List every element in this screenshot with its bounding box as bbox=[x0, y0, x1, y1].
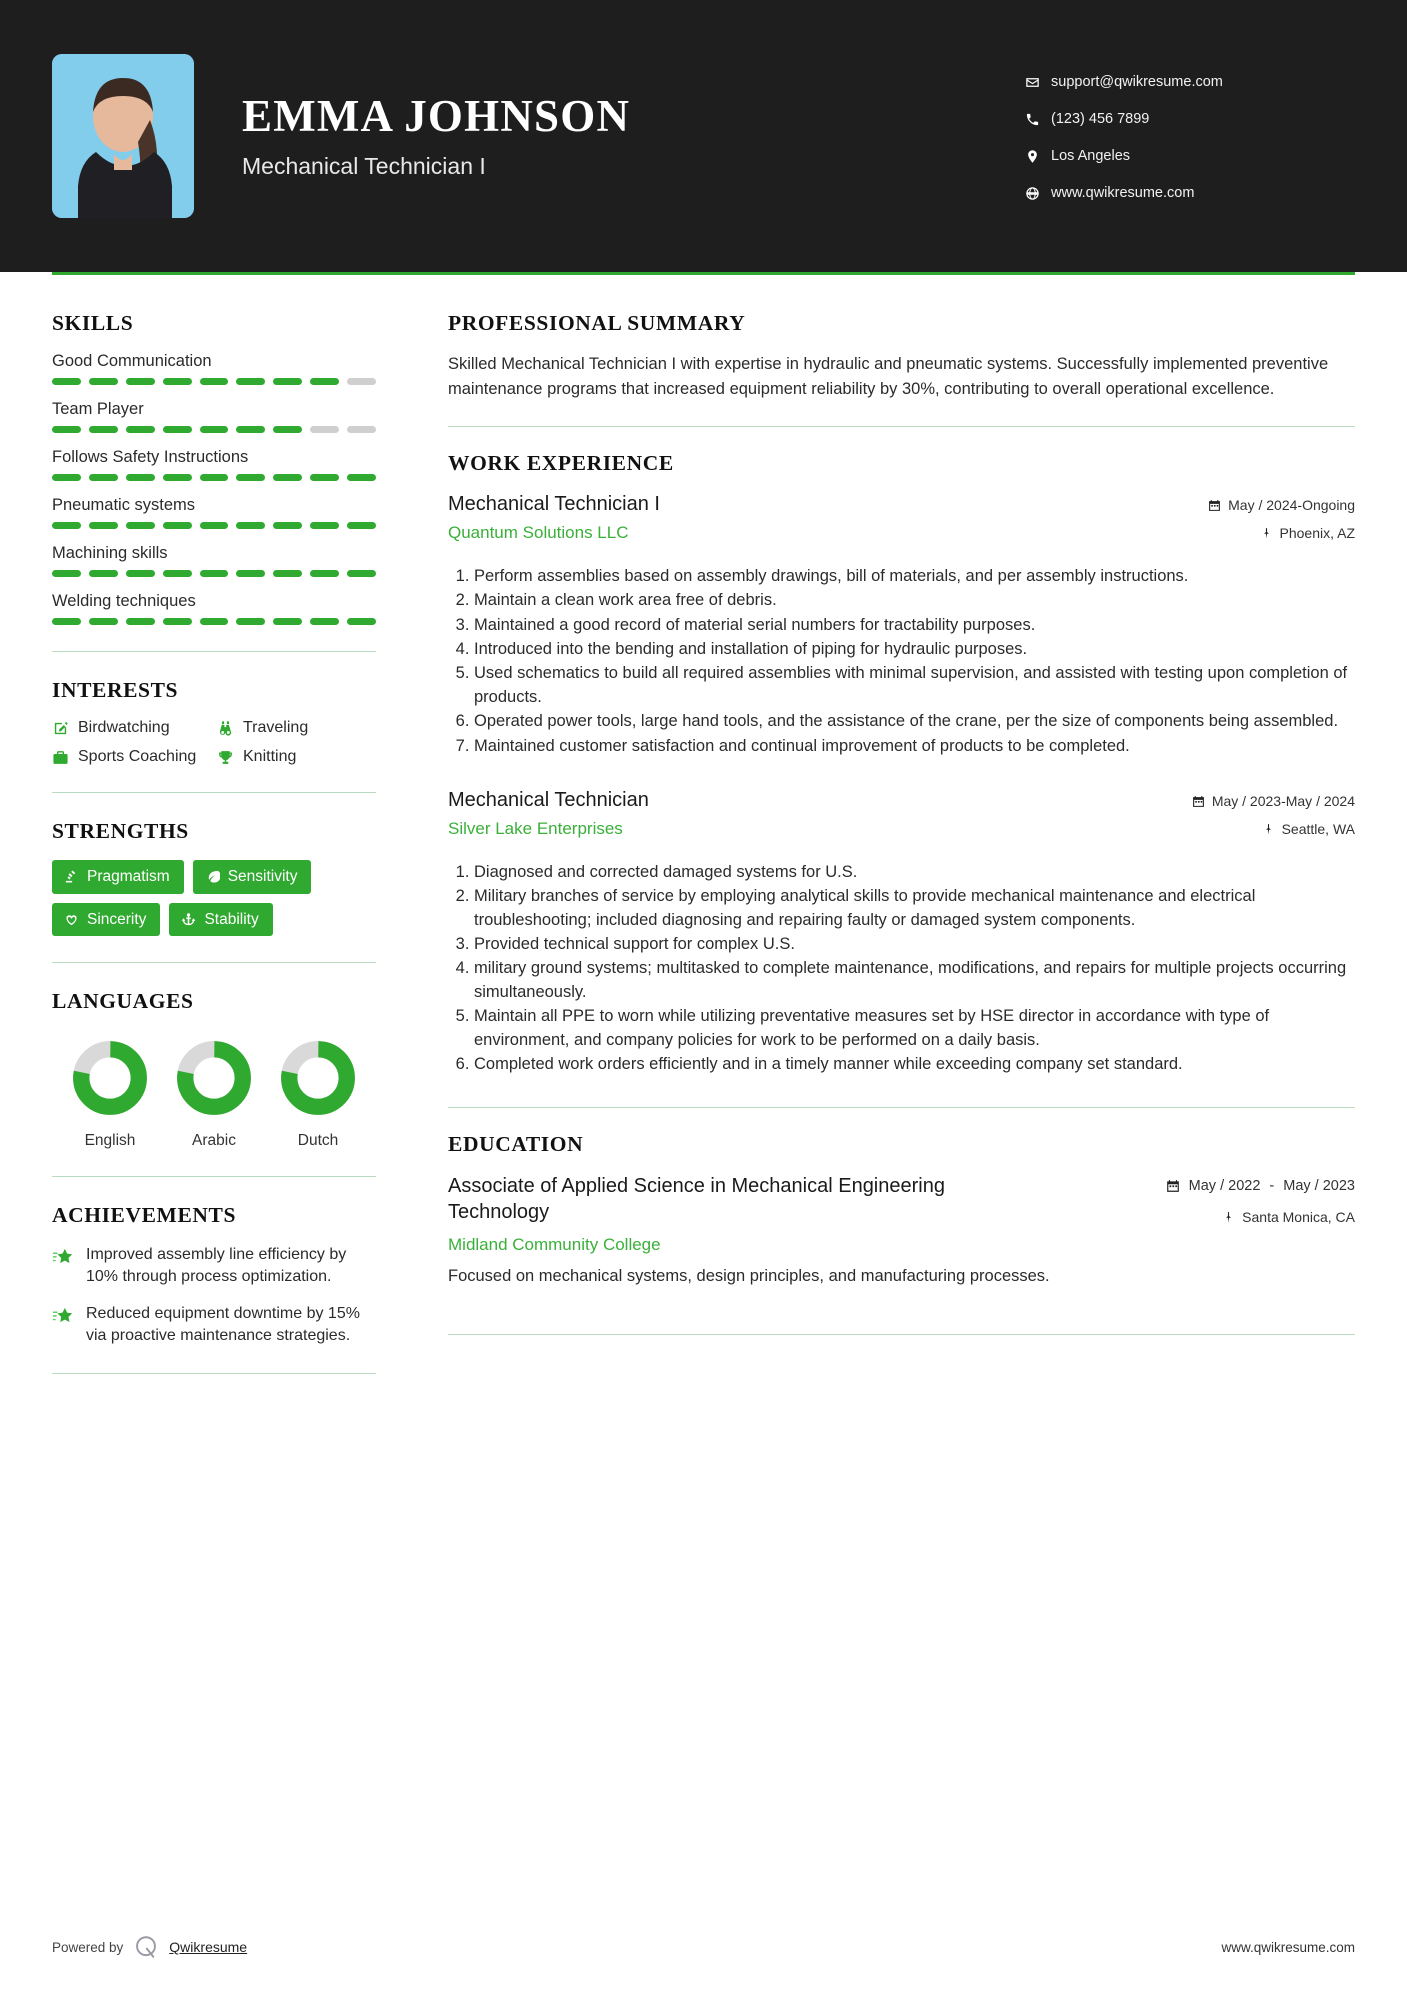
achievement-text: Reduced equipment downtime by 15% via proactive maintenance strategies. bbox=[86, 1305, 360, 1345]
skill-item bbox=[52, 592, 376, 625]
binoculars-icon bbox=[217, 720, 243, 737]
experience-bullet: 4. Introduced into the bending and installation of piping for hydraulic purposes. bbox=[474, 638, 1355, 661]
experience-role: Mechanical Technician I bbox=[448, 493, 660, 516]
contact-email-text: support@qwikresume.com bbox=[1051, 74, 1223, 91]
skill-dot bbox=[126, 522, 155, 529]
education-location-text: Santa Monica, CA bbox=[1242, 1208, 1355, 1225]
calendar-icon bbox=[1166, 1179, 1180, 1193]
skill-dot bbox=[236, 378, 265, 385]
interest-label: Traveling bbox=[243, 719, 309, 736]
strength-chip bbox=[169, 903, 272, 937]
skill-dot bbox=[126, 618, 155, 625]
strength-chip bbox=[193, 860, 312, 894]
contact-list bbox=[1025, 71, 1355, 201]
interest-label: Knitting bbox=[243, 748, 297, 765]
language-donut-chart bbox=[72, 1040, 148, 1116]
skill-dot bbox=[52, 474, 81, 481]
skill-rating bbox=[52, 426, 376, 433]
strength-label: Sensitivity bbox=[227, 868, 298, 885]
divider bbox=[448, 1334, 1355, 1335]
interest-item bbox=[217, 748, 376, 766]
skill-dot bbox=[89, 378, 118, 385]
language-donut-chart bbox=[176, 1040, 252, 1116]
skill-item bbox=[52, 448, 376, 481]
skill-dot bbox=[126, 426, 155, 433]
sidebar bbox=[52, 275, 400, 1374]
skill-dot bbox=[236, 426, 265, 433]
interest-item bbox=[217, 719, 376, 737]
skill-dot bbox=[89, 618, 118, 625]
skill-dot bbox=[273, 426, 302, 433]
skill-dot bbox=[89, 474, 118, 481]
skill-dot bbox=[89, 522, 118, 529]
summary-text: Skilled Mechanical Technician I with expertise in hydraulic and pneumatic systems. Successfully implemented preventive maintenance programs that increased equipment reliability by 30%, contributing to overall operational excellence. bbox=[448, 355, 1329, 399]
skill-item bbox=[52, 496, 376, 529]
skill-dot bbox=[236, 618, 265, 625]
language-label: Arabic bbox=[192, 1132, 236, 1149]
skill-dot bbox=[310, 378, 339, 385]
heart-icon bbox=[64, 912, 79, 927]
map-pin-icon bbox=[1262, 823, 1275, 836]
skill-dot bbox=[89, 426, 118, 433]
skill-dot bbox=[200, 570, 229, 577]
interest-item bbox=[52, 748, 211, 766]
experience-date bbox=[1123, 793, 1355, 810]
experience-location-text: Phoenix, AZ bbox=[1279, 524, 1355, 541]
shooting-star-icon bbox=[52, 1244, 86, 1288]
contact-website-text: www.qwikresume.com bbox=[1051, 185, 1195, 202]
strength-label: Sincerity bbox=[87, 910, 147, 928]
skill-label: Team Player bbox=[52, 400, 144, 418]
experience-item bbox=[448, 492, 1355, 758]
experience-bullet: 5. Maintain all PPE to worn while utilizing preventative measures set by HSE director in accordance with type of environment, and company policies for work to be performed on a daily basis. bbox=[474, 1005, 1355, 1052]
skill-dot bbox=[310, 474, 339, 481]
skill-dot bbox=[273, 474, 302, 481]
skill-item bbox=[52, 352, 376, 385]
interests-heading: INTERESTS bbox=[52, 678, 179, 702]
interests-list bbox=[52, 719, 376, 766]
skill-dot bbox=[163, 426, 192, 433]
skill-item bbox=[52, 400, 376, 433]
experience-bullet: 3. Provided technical support for complex U.S. bbox=[474, 933, 1355, 956]
experience-item bbox=[448, 788, 1355, 1076]
skill-dot bbox=[347, 426, 376, 433]
achievements-heading: ACHIEVEMENTS bbox=[52, 1203, 237, 1227]
strength-label: Pragmatism bbox=[87, 868, 170, 885]
anchor-icon bbox=[181, 912, 196, 927]
trophy-icon bbox=[217, 749, 243, 766]
skill-rating bbox=[52, 570, 376, 577]
name-block bbox=[242, 92, 1025, 181]
interest-label: Sports Coaching bbox=[78, 748, 197, 765]
language-item bbox=[268, 1040, 368, 1150]
education-item bbox=[448, 1173, 1355, 1255]
education-description: Focused on mechanical systems, design principles, and manufacturing processes. bbox=[448, 1266, 1050, 1285]
contact-website[interactable] bbox=[1025, 186, 1355, 201]
experience-bullet: 4. military ground systems; multitasked to complete maintenance, modifications, and repairs for multiple projects occurring simultaneously. bbox=[474, 957, 1355, 1004]
skill-dot bbox=[236, 570, 265, 577]
skill-dot bbox=[236, 522, 265, 529]
main-content bbox=[400, 275, 1355, 1374]
experience-bullet: 1. Perform assemblies based on assembly drawings, bill of materials, and per assembly instructions. bbox=[474, 565, 1355, 588]
calendar-icon bbox=[1208, 499, 1221, 512]
experience-bullet: 7. Maintained customer satisfaction and continual improvement of products to be completed. bbox=[474, 735, 1355, 758]
divider bbox=[52, 792, 376, 793]
experience-date-text: May / 2024-Ongoing bbox=[1228, 497, 1355, 514]
location-pin-icon bbox=[1025, 149, 1051, 164]
contact-email[interactable] bbox=[1025, 75, 1355, 90]
globe-icon bbox=[1025, 186, 1051, 201]
experience-bullet: 5. Used schematics to build all required assemblies with minimal supervision, and assisted with testing upon completion of products. bbox=[474, 662, 1355, 709]
skill-dot bbox=[126, 474, 155, 481]
skill-dot bbox=[236, 474, 265, 481]
strength-chip bbox=[52, 860, 184, 894]
skill-dot bbox=[52, 378, 81, 385]
contact-phone-text: (123) 456 7899 bbox=[1051, 111, 1150, 128]
language-label: Dutch bbox=[297, 1132, 339, 1149]
phone-icon bbox=[1025, 112, 1051, 127]
skill-dot bbox=[163, 618, 192, 625]
skill-dot bbox=[52, 570, 81, 577]
skills-heading: SKILLS bbox=[52, 311, 134, 335]
skill-dot bbox=[52, 522, 81, 529]
skill-dot bbox=[163, 570, 192, 577]
skill-label: Pneumatic systems bbox=[52, 496, 196, 514]
interest-label: Birdwatching bbox=[78, 719, 170, 736]
skill-dot bbox=[163, 474, 192, 481]
achievement-item bbox=[52, 1303, 376, 1347]
briefcase-icon bbox=[52, 749, 78, 766]
achievement-text: Improved assembly line efficiency by 10% through process optimization. bbox=[86, 1246, 347, 1286]
divider bbox=[52, 1373, 376, 1374]
experience-bullet: 2. Military branches of service by employing analytical skills to provide mechanical maintenance and electrical troubleshooting; included diagnosing and repairing faulty or damaged system components. bbox=[474, 885, 1355, 932]
language-label: English bbox=[84, 1132, 136, 1149]
skill-dot bbox=[200, 474, 229, 481]
skill-dot bbox=[310, 522, 339, 529]
language-item bbox=[164, 1040, 264, 1150]
experience-bullet: 6. Operated power tools, large hand tools, and the assistance of the crane, per the size of components being assembled. bbox=[474, 710, 1355, 733]
pencil-square-icon bbox=[52, 720, 78, 737]
skill-label: Good Communication bbox=[52, 352, 212, 370]
gavel-icon bbox=[64, 869, 79, 884]
divider bbox=[52, 1176, 376, 1177]
resume-header bbox=[0, 0, 1407, 272]
qwikresume-logo-icon bbox=[133, 1934, 159, 1960]
experience-date-text: May / 2023-May / 2024 bbox=[1211, 793, 1355, 810]
envelope-icon bbox=[1025, 75, 1051, 90]
summary-heading: PROFESSIONAL SUMMARY bbox=[448, 311, 746, 335]
achievement-item bbox=[52, 1244, 376, 1288]
footer-powered-label: Powered by bbox=[52, 1939, 124, 1955]
calendar-icon bbox=[1192, 795, 1205, 808]
contact-phone[interactable] bbox=[1025, 112, 1355, 127]
skill-dot bbox=[347, 522, 376, 529]
language-donut-chart bbox=[280, 1040, 356, 1116]
divider bbox=[52, 651, 376, 652]
experience-company: Quantum Solutions LLC bbox=[448, 523, 629, 543]
strengths-heading: STRENGTHS bbox=[52, 819, 189, 843]
contact-location[interactable] bbox=[1025, 149, 1355, 164]
footer-website: www.qwikresume.com bbox=[1221, 1939, 1355, 1955]
languages-list bbox=[52, 1030, 376, 1150]
skill-dot bbox=[52, 618, 81, 625]
achievements-list bbox=[52, 1244, 376, 1347]
strengths-list bbox=[52, 860, 376, 936]
skill-label: Machining skills bbox=[52, 544, 168, 562]
skill-dot bbox=[200, 426, 229, 433]
skill-dot bbox=[126, 378, 155, 385]
education-date-end: May / 2023 bbox=[1283, 1177, 1355, 1194]
language-item bbox=[60, 1040, 160, 1150]
skill-rating bbox=[52, 618, 376, 625]
page-title: EMMA JOHNSON bbox=[242, 90, 631, 141]
skill-dot bbox=[52, 426, 81, 433]
divider bbox=[52, 962, 376, 963]
skill-dot bbox=[273, 570, 302, 577]
map-pin-icon bbox=[1222, 1211, 1235, 1224]
education-location bbox=[1105, 1209, 1355, 1226]
shooting-star-icon bbox=[52, 1303, 86, 1347]
strength-label: Stability bbox=[204, 910, 259, 928]
experience-bullets bbox=[448, 861, 1355, 1077]
skill-dot bbox=[89, 570, 118, 577]
skill-item bbox=[52, 544, 376, 577]
experience-company: Silver Lake Enterprises bbox=[448, 819, 623, 839]
education-degree: Associate of Applied Science in Mechanical Engineering Technology bbox=[448, 1174, 945, 1223]
languages-heading: LANGUAGES bbox=[52, 989, 194, 1013]
footer-powered-by bbox=[52, 1934, 247, 1960]
skill-dot bbox=[200, 378, 229, 385]
experience-bullet: 6. Completed work orders efficiently and in a timely manner while exceeding company set standard. bbox=[474, 1053, 1355, 1076]
skill-rating bbox=[52, 474, 376, 481]
skill-dot bbox=[273, 522, 302, 529]
skill-rating bbox=[52, 522, 376, 529]
education-heading: EDUCATION bbox=[448, 1131, 584, 1156]
experience-bullet: 2. Maintain a clean work area free of debris. bbox=[474, 589, 1355, 612]
skill-dot bbox=[163, 378, 192, 385]
strength-chip bbox=[52, 903, 160, 937]
skill-dot bbox=[310, 426, 339, 433]
education-date bbox=[1105, 1177, 1355, 1195]
experience-bullet: 1. Diagnosed and corrected damaged systems for U.S. bbox=[474, 861, 1355, 884]
divider bbox=[448, 1107, 1355, 1108]
skill-dot bbox=[163, 522, 192, 529]
experience-date bbox=[1123, 497, 1355, 514]
avatar bbox=[52, 54, 194, 218]
contact-location-text: Los Angeles bbox=[1051, 148, 1131, 165]
skill-dot bbox=[347, 378, 376, 385]
skill-dot bbox=[347, 618, 376, 625]
skill-dot bbox=[273, 378, 302, 385]
skill-dot bbox=[273, 618, 302, 625]
skill-dot bbox=[200, 618, 229, 625]
experience-heading: WORK EXPERIENCE bbox=[448, 451, 674, 476]
footer-brand-link[interactable]: Qwikresume bbox=[169, 1939, 248, 1955]
skill-rating bbox=[52, 378, 376, 385]
map-pin-icon bbox=[1260, 527, 1273, 540]
experience-location bbox=[1123, 821, 1355, 838]
skill-dot bbox=[310, 618, 339, 625]
divider bbox=[448, 426, 1355, 427]
experience-location bbox=[1123, 525, 1355, 542]
skill-dot bbox=[310, 570, 339, 577]
skill-label: Follows Safety Instructions bbox=[52, 448, 249, 466]
experience-bullet: 3. Maintained a good record of material serial numbers for tractability purposes. bbox=[474, 614, 1355, 637]
skill-dot bbox=[347, 474, 376, 481]
skill-dot bbox=[200, 522, 229, 529]
skill-dot bbox=[347, 570, 376, 577]
experience-location-text: Seattle, WA bbox=[1281, 820, 1355, 837]
education-date-separator: - bbox=[1269, 1177, 1275, 1194]
leaf-icon bbox=[205, 869, 220, 884]
experience-role: Mechanical Technician bbox=[448, 789, 649, 812]
experience-bullets bbox=[448, 565, 1355, 758]
interest-item bbox=[52, 719, 211, 737]
skill-label: Welding techniques bbox=[52, 592, 196, 610]
page-footer bbox=[0, 1904, 1407, 1990]
skill-dot bbox=[126, 570, 155, 577]
education-school: Midland Community College bbox=[448, 1234, 661, 1254]
job-title: Mechanical Technician I bbox=[242, 153, 486, 180]
education-date-start: May / 2022 bbox=[1188, 1177, 1261, 1194]
